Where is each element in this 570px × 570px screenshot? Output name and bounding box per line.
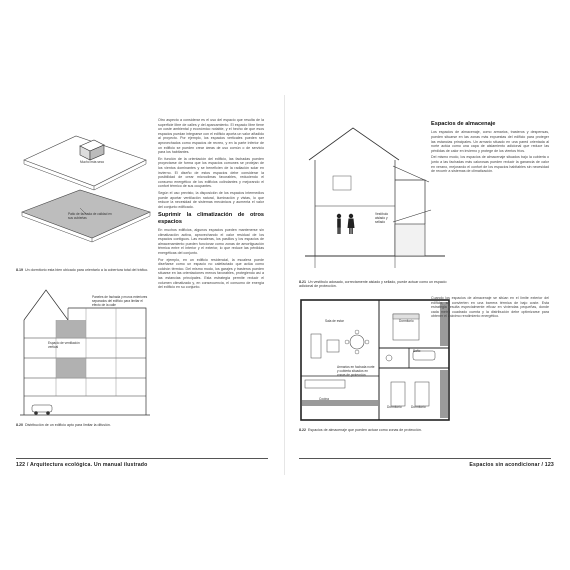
- body-paragraph: Cuando los espacios de almacenaje se sitúan en el límite exterior del edificio, se convierten en una barrera térmica de bajo coste. Esta estrategia resulta especialmente eficaz en viviendas pequeñas, donde cada metro cuadrado cuenta y la distribución debe optimizarse para obtener el máximo rendimiento energético.: [431, 296, 549, 319]
- left-text-column: [158, 118, 264, 292]
- section-heading: Espacios de almacenaje: [431, 121, 496, 127]
- figure-8-20-label-b: Espacio de ventilación vertical: [48, 341, 80, 349]
- room-label-living: Sala de estar: [325, 319, 344, 323]
- figure-8-19-drawing: [14, 108, 154, 268]
- figure-8-22-label-storage: Armarios en fachada norte y cubierta situados en zonas de protección: [337, 365, 375, 377]
- section-heading: Suprimir la climatización de otros espacios: [158, 212, 264, 225]
- right-page: [285, 0, 570, 570]
- right-page-footer: Espacios sin acondicionar / 123: [469, 462, 554, 468]
- figure-8-21-drawing: [299, 120, 449, 270]
- figure-8-21-label-vestibule: Vestíbulo aislado y sellado: [375, 212, 389, 224]
- figure-8-19-label-upper: Mucho más seco: [80, 160, 105, 164]
- room-label-bath: Baño: [413, 349, 421, 353]
- left-footer-rule: [16, 458, 268, 459]
- room-label-kitchen: Cocina: [319, 397, 329, 401]
- room-label-bedroom-3: Dormitorio: [411, 405, 426, 409]
- figure-8-19-caption: [16, 268, 152, 272]
- body-paragraph: En función de la orientación del edificio, las fachadas pueden proyectarse de forma que los espacios comunes se protejan de los vientos dominantes y se beneficien de la radiación solar en invierno. El diseño de estos espacios debe considerar la posibilidad de crear microclimas favorables, reduciendo el consumo energético de los edificios colindantes y mejorando el confort térmico de sus ocupantes.: [158, 156, 264, 189]
- body-paragraph: Los espacios de almacenaje, como armarios, trasteros y despensas, pueden situarse en las zonas más expuestas del edificio para proteger las estancias principales. Un armario situado en una pared orientada al norte actúa como una capa de aislamiento adicional que reduce las pérdidas de calor en invierno y protege de los vientos fríos.: [431, 130, 549, 153]
- figure-8-21-caption: [299, 280, 449, 289]
- figure-8-19-number: 8.19: [16, 268, 23, 272]
- figure-8-20-caption-text: Distribución de un edificio apto para limitar la difusión.: [25, 423, 111, 427]
- figure-8-20-label-a: Paneles de fachada y muros exteriores separados del edificio para limitar el efecto de la calle: [92, 295, 148, 307]
- figure-8-20-caption: [16, 423, 152, 427]
- figure-8-21-caption-text: Un vestíbulo adosado, correctamente aislado y sellado, puede actuar como un espacio adicional de protección.: [299, 280, 447, 289]
- body-paragraph: Otro aspecto a considerar es el uso del espacio que resulta de la superficie libre de calles y del aparcamiento. El espacio libre tiene un coste ambiental y económico notable, y el hecho de que esos espacios puedan integrarse con el edificio aporta un valor añadido al proyecto. Por ejemplo, los espacios verticales pueden ser aprovechados como espacios de recreo, y en la parte inferior de un edificio se pueden crear áreas de uso común o de servicio para los habitantes.: [158, 118, 264, 155]
- figure-8-20-number: 8.20: [16, 423, 23, 427]
- body-paragraph: Según el uso previsto, la disposición de los espacios intermedios puede aportar ventilación natural, iluminación y vistas, lo que reduce la necesidad de sistemas mecánicos y aumenta el valor del conjunto edificado.: [158, 190, 264, 209]
- body-paragraph: Por ejemplo, en un edificio residencial, la escalera puede diseñarse como un espacio no calefactado que actúa como colchón térmico. Del mismo modo, los garajes y trasteros pueden situarse en las orientaciones menos favorables, protegiendo así a las estancias principales. Esta estrategia permite reducir el volumen climatizado y, en consecuencia, el consumo de energía del edificio en su conjunto.: [158, 257, 264, 290]
- body-paragraph: Del mismo modo, los espacios de almacenaje situados bajo la cubierta o junto a las fachadas más calurosas pueden reducir la ganancia de calor en verano, mejorando el confort de los espacios habitables sin necesidad de recurrir a sistemas de climatización.: [431, 155, 549, 174]
- figure-8-19-label-lower: Patio de fachada de calidad en sus cubiertas: [68, 212, 112, 220]
- right-text-column: [431, 118, 549, 176]
- figure-8-21-number: 8.21: [299, 280, 306, 284]
- room-label-bedroom-1: Dormitorio: [399, 319, 414, 323]
- room-label-bedroom-2: Dormitorio: [387, 405, 402, 409]
- left-page-footer: 122 / Arquitectura ecológica. Un manual ilustrado: [16, 462, 148, 468]
- right-footer-rule: [299, 458, 551, 459]
- right-text-column-lower: [431, 296, 549, 321]
- figure-8-22-number: 8.22: [299, 428, 306, 432]
- body-paragraph: En muchos edificios, algunos espacios pueden mantenerse sin climatización activa, aprovechando el calor residual de los espacios contiguos. Las escaleras, los pasillos y los espacios de almacenamiento pueden funcionar como zonas de amortiguación térmica entre el interior y el exterior, lo que reduce las pérdidas energéticas del conjunto.: [158, 228, 264, 256]
- figure-8-22-caption-text: Espacios de almacenaje que pueden actuar como zonas de protección.: [308, 428, 422, 432]
- figure-8-19-caption-text: Un dormitorio esta bien ubicado para orientarlo a la cobertura total del tráfico.: [25, 268, 149, 272]
- figure-8-22-caption: [299, 428, 459, 432]
